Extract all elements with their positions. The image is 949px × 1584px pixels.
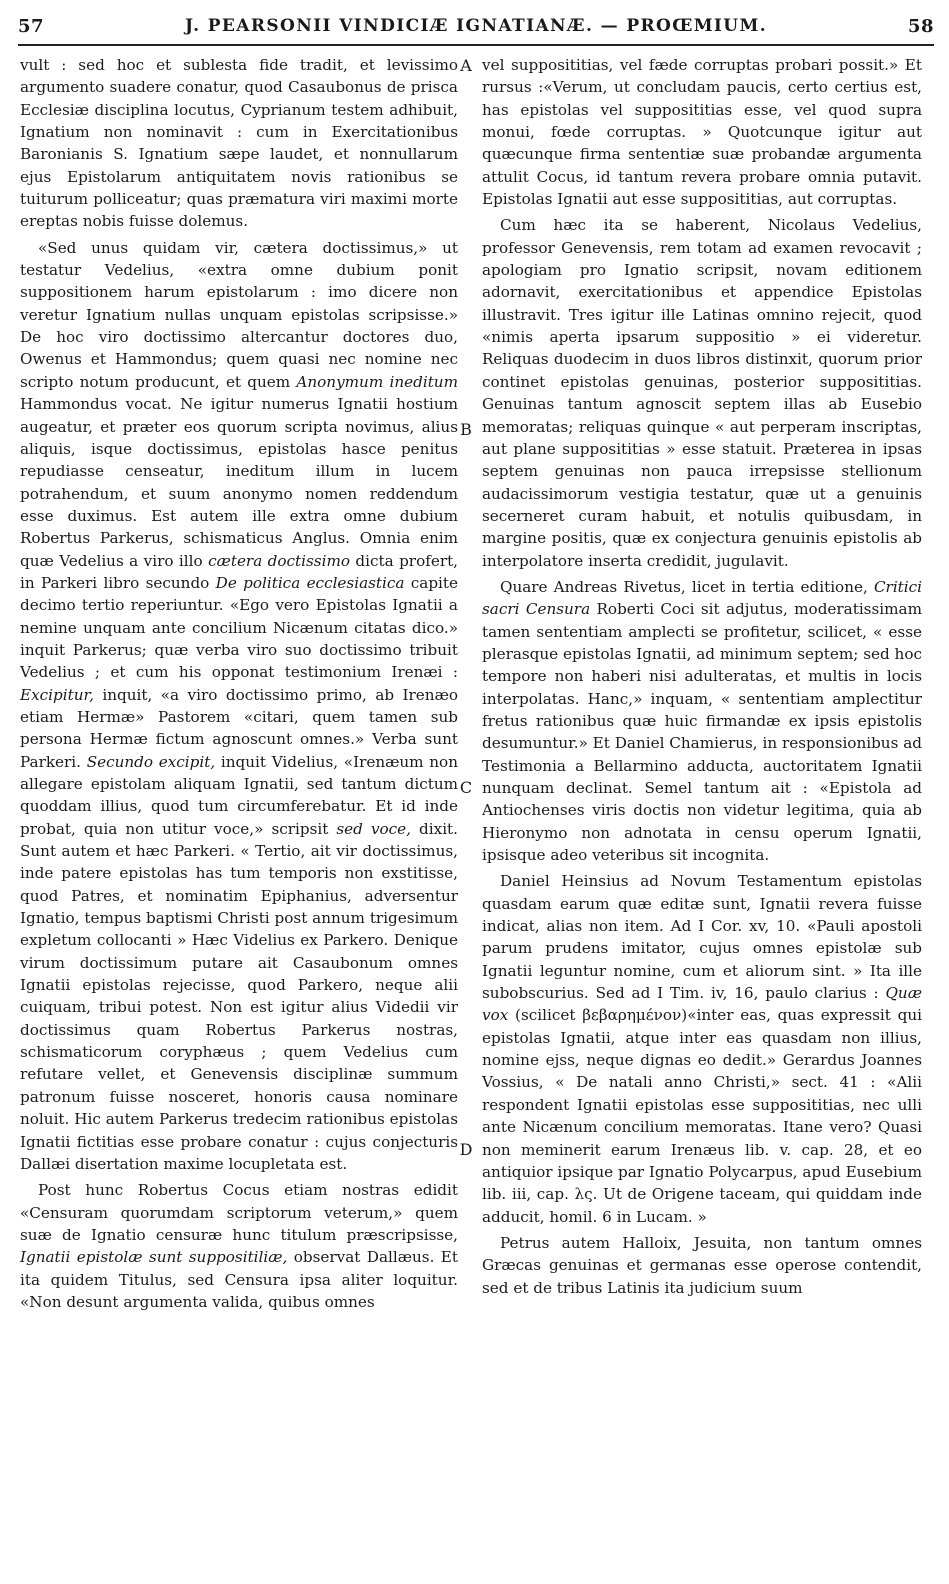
paragraph: vult : sed hoc et sublesta fide tradit, et levissimo argumento suadere conatur, quod Casaubonus de prisca Ecclesiæ disciplina locutus, Cyprianum testem adhibuit, Ignatium non nominavit : cum in Exercitationibus Baronianis S. Ignatium sæpe laudet, et nonnullarum ejus Epistolarum antiquitatem novis rationibus se tuiturum polliceatur; quas præmatura viri maximi morte ereptas nobis fuisse dolemus. xyxy=(20,56,458,231)
paragraph: vel supposititias, vel fæde corruptas probari possit.» Et rursus :«Verum, ut concludam paucis, certo certius est, has epistolas vel supposititias esse, vel quod supra monui, fœde corruptas. » Quotcunque igitur aut quæcunque firma sententiæ suæ probandæ argumenta attulit Cocus, id tantum revera probare omnia putavit. Epistolas Ignatii aut esse supposititias, aut corruptas. xyxy=(482,56,922,209)
running-title: J. PEARSONII VINDICIÆ IGNATIANÆ. — PROŒMIUM. xyxy=(184,16,768,36)
right-column xyxy=(482,54,922,1299)
paragraph: Daniel Heinsius ad Novum Testamentum epistolas quasdam earum quæ editæ sunt, Ignatii revera fuisse indicat, alias non item. Ad I Cor. xv, 10. «Pauli apostoli parum prudens imitator, cujus omnes epistolæ sub Ignatii leguntur nomine, cum et aliorum sint. » Ita ille subobscurius. Sed ad I Tim. iv, 16, paulo clarius : Quæ vox (scilicet βεβαρημένον)«inter eas, quas expressit qui epistolas Ignatii, atque inter eas quasdam non illius, nomine ejss, neque dignas eo dedit.» Gerardus Joannes Vossius, « De natali anno Christi,» sect. 41 : «Alii respondent Ignatii epistolas esse supposititias, nec ulli ante Nicænum concilium memoratas. Itane vero? Quasi non meminerit earum Irenæus lib. v. cap. 28, et eo antiquior ipsique par Ignatio Polycarpus, apud Eusebium lib. iii, cap. λς. Ut de Origene taceam, qui quiddam inde adducit, homil. 6 in Lucam. » xyxy=(482,872,922,1226)
page-number-right: 58 xyxy=(907,16,934,37)
page-number-left: 57 xyxy=(18,16,45,37)
margin-letter-c: C xyxy=(459,778,473,797)
paragraph: Quare Andreas Rivetus, licet in tertia editione, Critici sacri Censura Roberti Coci sit adjutus, moderatissimam tamen sententiam amplecti se profitetur, scilicet, « esse plerasque epistolas Ignatii, ad minimum septem; sed hoc tempore non haberi nisi adulteratas, et multis in locis interpolatas. Hanc,» inquam, « sententiam amplectitur fretus rationibus quæ huic firmandæ ex ipsis epistolis desumuntur.» Et Daniel Chamierus, in responsionibus ad Testimonia a Bellarmino adducta, auctoritatem Ignatii nunquam declinat. Semel tantum ait : «Epistola ad Antiochenses viris doctis non videtur legitima, quia ab Hieronymo non adnotata in censu operum Ignatii, ipsisque adeo veteribus sit incognita. xyxy=(482,577,922,865)
margin-letter-a: A xyxy=(460,56,472,75)
paragraph: «Sed unus quidam vir, cætera doctissimus,» ut testatur Vedelius, «extra omne dubium ponit suppositionem harum epistolarum : imo dicere non veretur Ignatium nullas unquam epistolas scripsisse.» De hoc viro doctissimo altercantur doctores duo, Owenus et Hammondus; quem quasi nec nomine nec scripto notum producunt, et quem Anonymum ineditum Hammondus vocat. Ne igitur numerus Ignatii hostium augeatur, et præter eos quorum scripta novimus, alius aliquis, isque doctissimus, epistolas hasce penitus repudiasse censeatur, ineditum illum in lucem potrahendum, et suum anonymo nomen reddendum esse duximus. Est autem ille extra omne dubium Robertus Parkerus, schismaticus Anglus. Omnia enim quæ Vedelius a viro illo cætera doctissimo dicta profert, in Parkeri libro secundo De politica ecclesiastica capite decimo tertio reperiuntur. «Ego vero Epistolas Ignatii a nemine unquam ante concilium Nicænum citatas dico.» inquit Parkerus; quæ verba viro suo doctissimo tribuit Vedelius ; et cum his opponat testimonium Irenæi : Excipitur, inquit, «a viro doctissimo primo, ab Irenæo etiam Hermæ» Pastorem «citari, quem tamen sub persona Hermæ fictum agnoscunt omnes.» Verba sunt Parkeri. Secundo excipit, inquit Videlius, «Irenæum non allegare epistolam aliquam Ignatii, sed tantum dictum quoddam illius, quod tum circumferebatur. Et id inde probat, quia non utitur voce,» scripsit sed voce, dixit. Sunt autem et hæc Parkeri. « Tertio, ait vir doctissimus, inde patere epistolas has tum temporis non exstitisse, quod Patres, et nominatim Epiphanius, adversentur Ignatio, tempus baptismi Christi post annum trigesimum expletum collocanti » Hæc Videlius ex Parkero. Denique virum doctissimum putare ait Casaubonum omnes Ignatii epistolas rejecisse, quod Parkero, neque alii cuiquam, tribui potest. Non est igitur alius Videdii vir doctissimus quam Robertus Parkerus nostras, schismaticorum coryphæus ; quem Vedelius cum refutare vellet, et Genevensis disciplinæ summum patronum fuisse nosceret, honoris causa nominare noluit. Hic autem Parkerus tredecim rationibus epistolas Ignatii fictitias esse probare conatur : cujus conjecturis Dallæi disertation maxime locupletata est. xyxy=(20,238,459,1173)
margin-letter-b: B xyxy=(460,420,472,439)
paragraph: Cum hæc ita se haberent, Nicolaus Vedelius, professor Genevensis, rem totam ad examen revocavit ; apologiam pro Ignatio scripsit, novam editionem adornavit, exercitationibus et appendice Epistolas illustravit. Tres igitur ille Latinas omnino rejecit, quod «nimis aperta ipsarum suppositio » ei videretur. Reliquas duodecim in duos libros distinxit, quorum prior continet epistolas genuinas, posterior supposititias. Genuinas tantum agnoscit septem illas ab Eusebio memoratas; reliquas quinque « aut perperam inscriptas, aut plane supposititias » esse statuit. Præterea in ipsas septem genuinas non pauca irrepsisse stellionum audacissimorum vestigia testatur, quæ ut a genuinis secerneret curam habuit, et notulis quibusdam, in margine positis, quæ ex conjectura genuinis epistolis ab interpolatore inserta credidit, jugulavit. xyxy=(482,216,922,570)
page-header xyxy=(18,16,934,44)
header-rule xyxy=(18,44,934,46)
left-column xyxy=(20,54,458,1313)
paragraph: Petrus autem Halloix, Jesuita, non tantum omnes Græcas genuinas et germanas esse operose contendit, sed et de tribus Latinis ita judicium suum xyxy=(482,1233,922,1297)
margin-letter-d: D xyxy=(459,1140,473,1159)
paragraph: Post hunc Robertus Cocus etiam nostras edidit «Censuram quorumdam scriptorum veterum,» quem suæ de Ignatio censuræ hunc titulum præscripsisse, Ignatii epistolæ sunt suppositiliæ, observat Dallæus. Et ita quidem Titulus, sed Censura ipsa aliter loquitur. «Non desunt argumenta valida, quibus omnes xyxy=(20,1181,458,1311)
